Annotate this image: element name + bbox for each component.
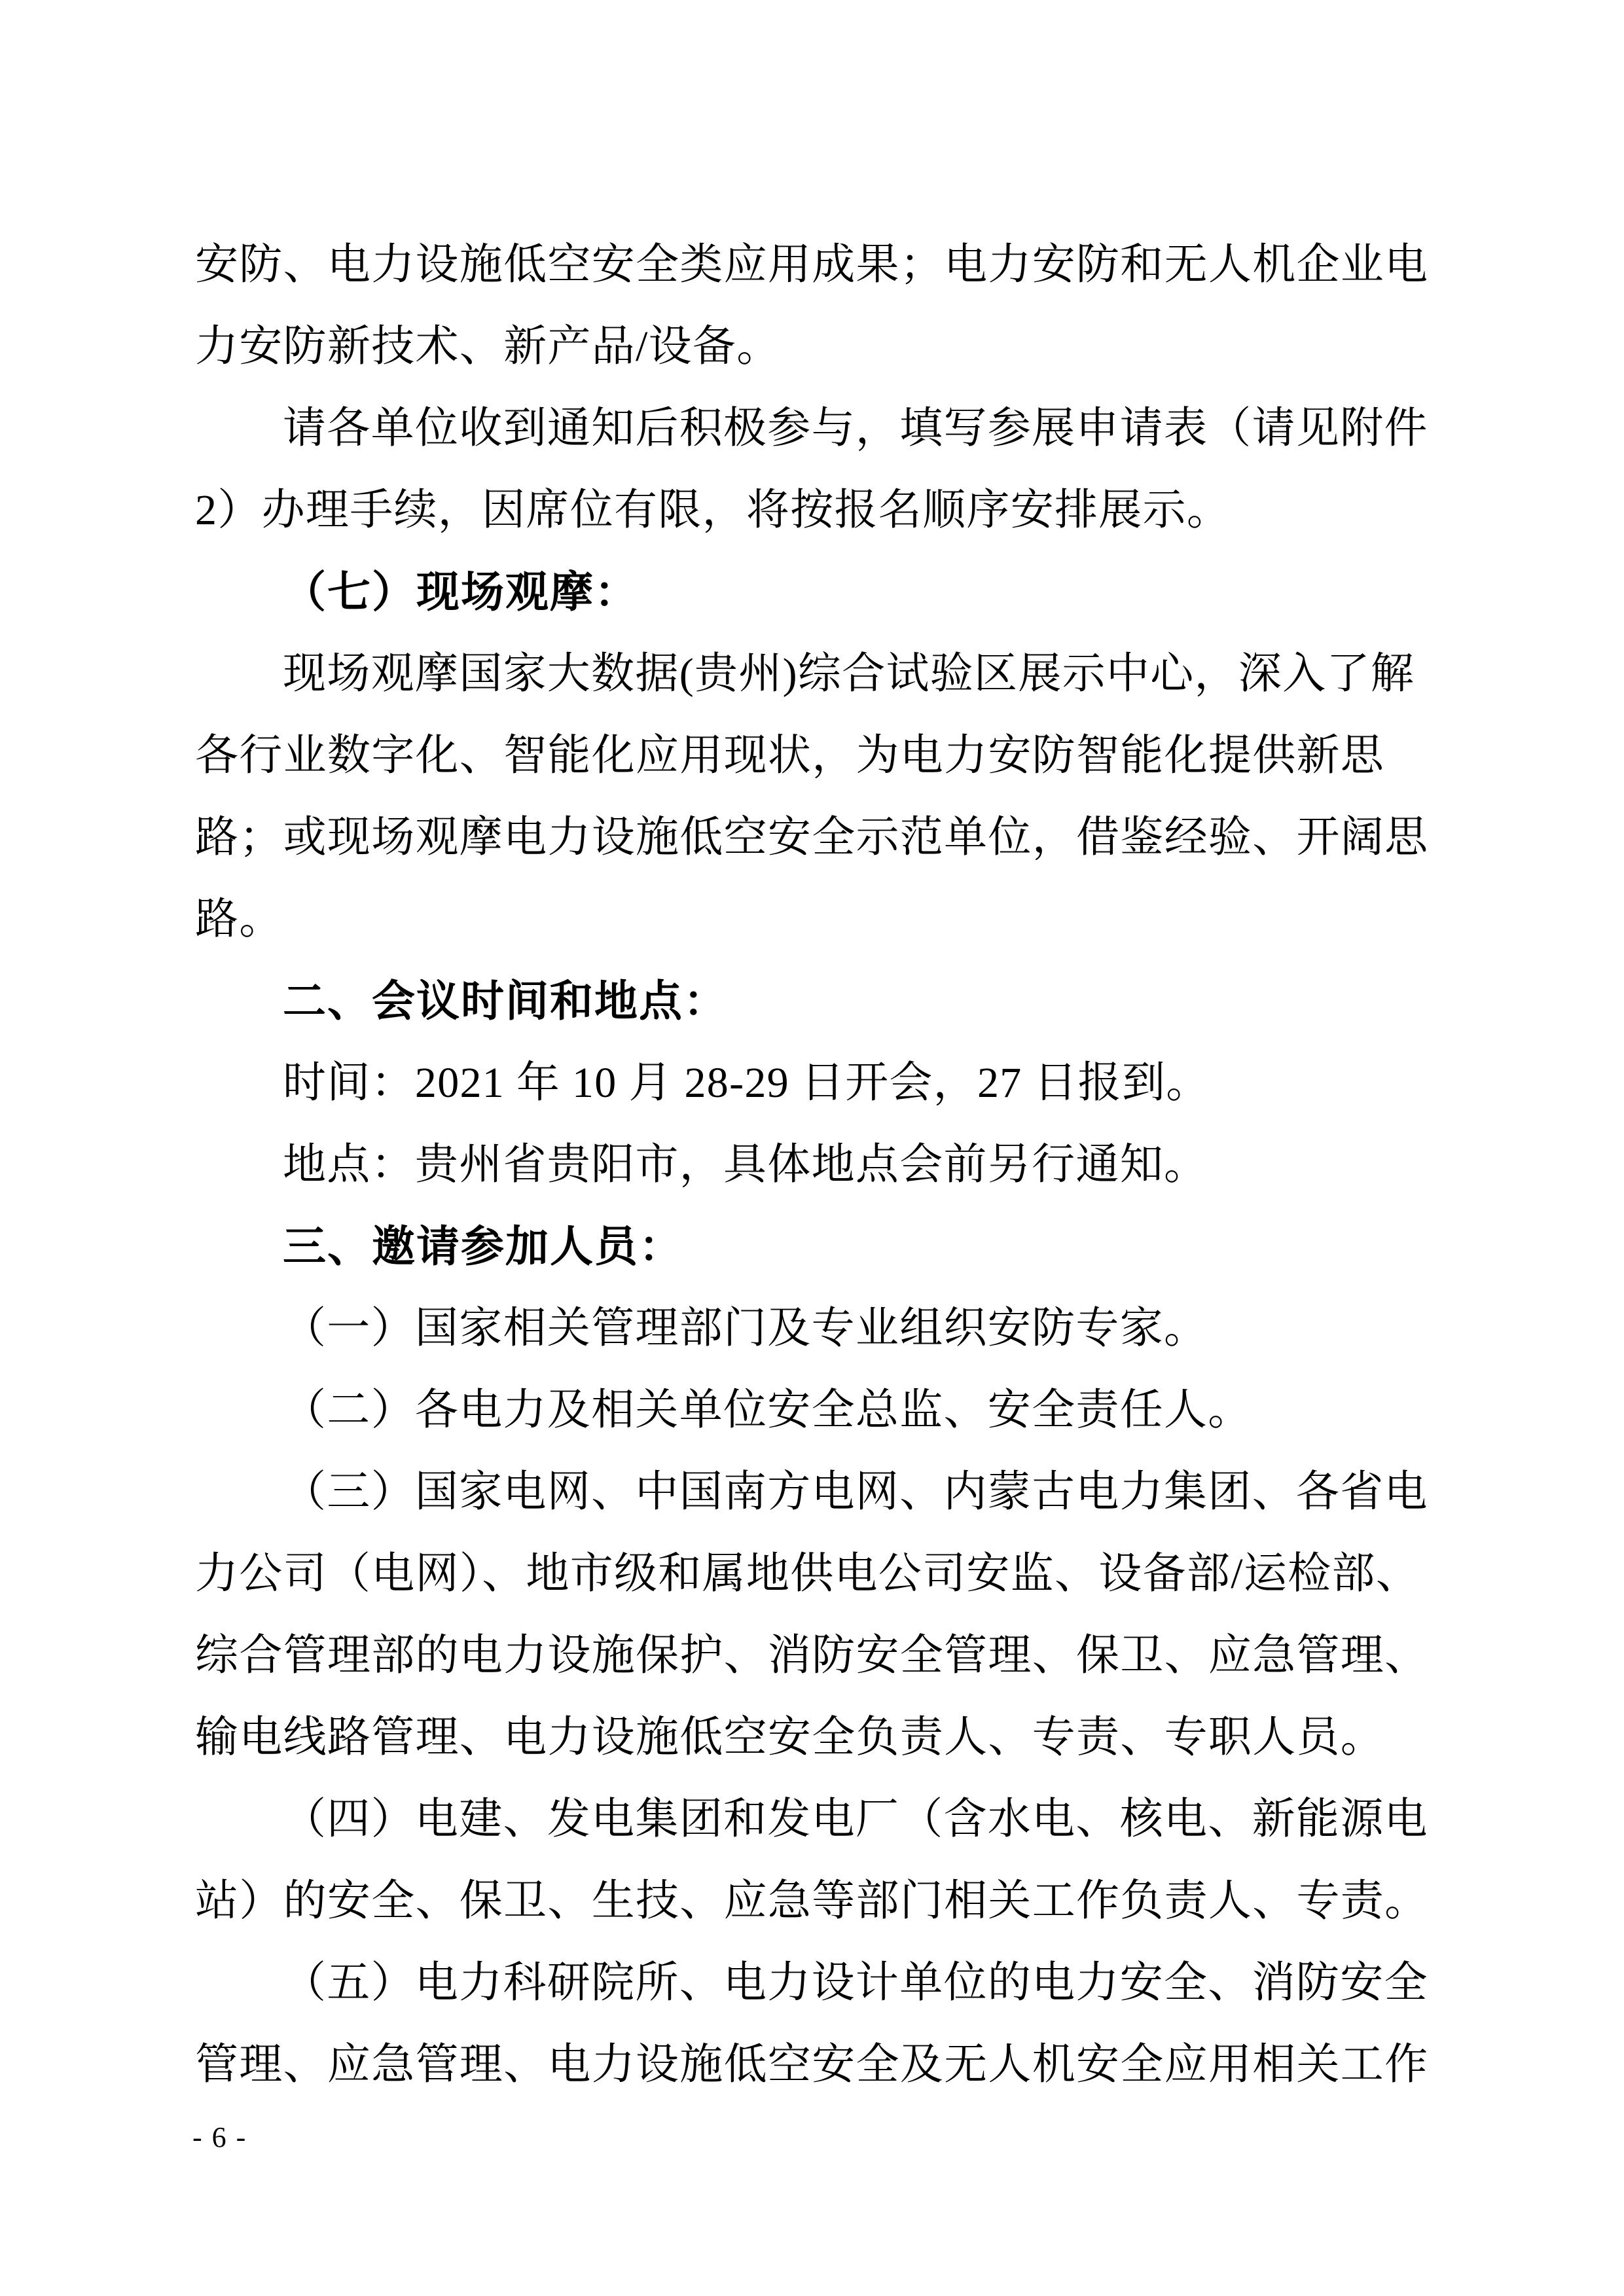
text-line: 路；或现场观摩电力设施低空安全示范单位，借鉴经验、开阔思	[195, 814, 1429, 861]
text-line: 安防、电力设施低空安全类应用成果；电力安防和无人机企业电	[195, 241, 1429, 289]
heading-line: （七）现场观摩：	[283, 567, 639, 616]
text-line: 力安防新技术、新产品/设备。	[195, 323, 781, 370]
text-line: 现场观摩国家大数据(贵州)综合试验区展示中心，深入了解	[283, 650, 1415, 698]
text-line: 输电线路管理、电力设施低空安全负责人、专责、专职人员。	[195, 1713, 1385, 1761]
text-line: 管理、应急管理、电力设施低空安全及无人机安全应用相关工作	[195, 2041, 1429, 2089]
heading-line: 三、邀请参加人员：	[283, 1222, 683, 1270]
text-line: （五）电力科研院所、电力设计单位的电力安全、消防安全	[283, 1959, 1428, 2007]
text-line: （三）国家电网、中国南方电网、内蒙古电力集团、各省电	[283, 1468, 1428, 1516]
text-line: （四）电建、发电集团和发电厂（含水电、核电、新能源电	[283, 1795, 1428, 1843]
page-number: - 6 -	[192, 2121, 247, 2153]
text-line: 2）办理手续，因席位有限，将按报名顺序安排展示。	[195, 486, 1231, 534]
text-line: 时间：2021 年 10 月 28-29 日开会，27 日报到。	[283, 1059, 1210, 1107]
text-line: 站）的安全、保卫、生技、应急等部门相关工作负责人、专责。	[195, 1877, 1429, 1925]
text-line: （二）各电力及相关单位安全总监、安全责任人。	[283, 1386, 1252, 1434]
text-line: 地点：贵州省贵阳市，具体地点会前另行通知。	[283, 1141, 1208, 1189]
text-line: 综合管理部的电力设施保护、消防安全管理、保卫、应急管理、	[195, 1632, 1429, 1679]
document-body	[195, 224, 1434, 2106]
heading-line: 二、会议时间和地点：	[283, 977, 728, 1025]
text-line: 请各单位收到通知后积极参与，填写参展申请表（请见附件	[283, 404, 1428, 452]
text-line: 各行业数字化、智能化应用现状，为电力安防智能化提供新思	[195, 732, 1385, 780]
text-line: 路。	[195, 895, 283, 943]
text-line: （一）国家相关管理部门及专业组织安防专家。	[283, 1304, 1208, 1352]
text-line: 力公司（电网）、地市级和属地供电公司安监、设备部/运检部、	[195, 1550, 1420, 1598]
